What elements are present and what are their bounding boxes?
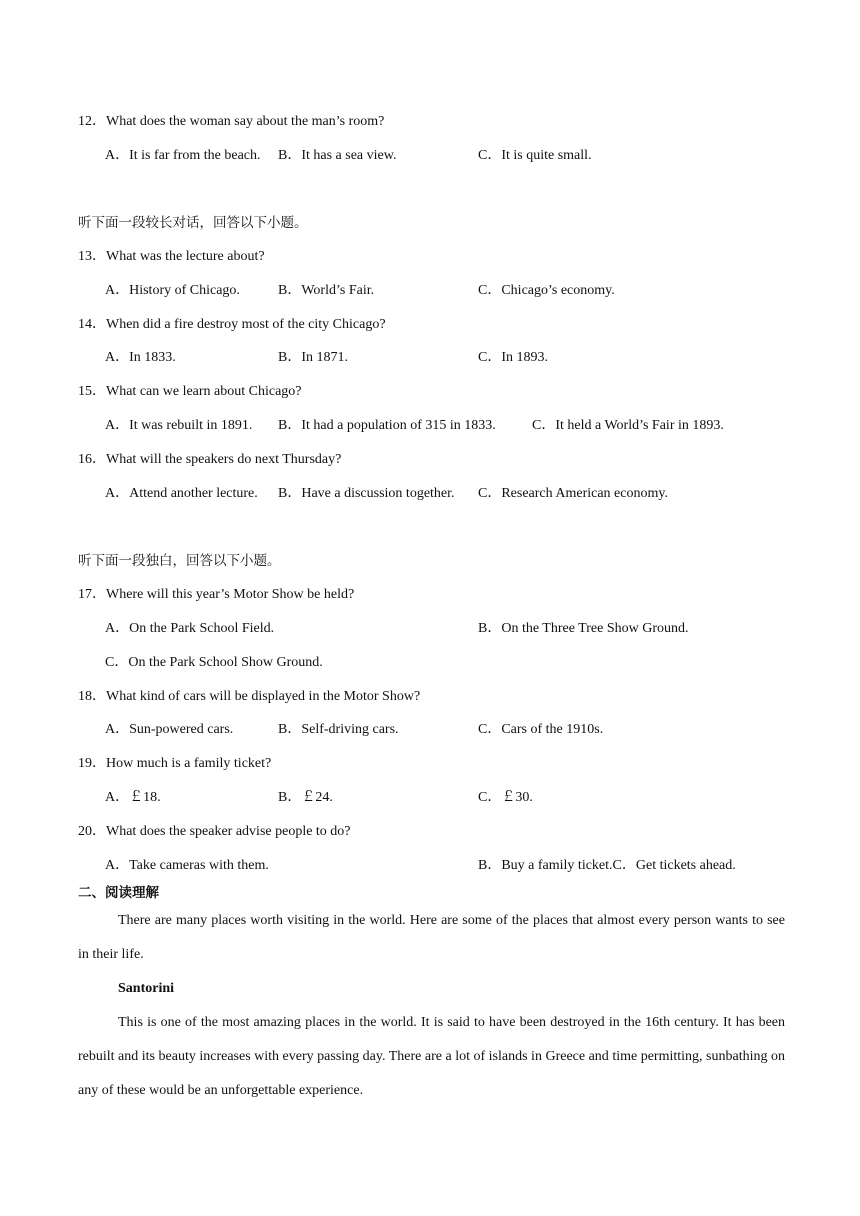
q19-option-a: A．￡18. [105, 790, 161, 805]
question-19: 19．How much is a family ticket? [78, 756, 272, 771]
q15-option-c: C．It held a World’s Fair in 1893. [532, 418, 724, 433]
q13-option-a: A．History of Chicago. [105, 283, 240, 298]
q13-option-b: B．World’s Fair. [278, 283, 375, 298]
question-14: 14．When did a fire destroy most of the city Chicago? [78, 317, 386, 332]
q14-option-a: A．In 1833. [105, 350, 176, 365]
q16-option-b: B．Have a discussion together. [278, 486, 455, 501]
q18-option-c: C．Cars of the 1910s. [478, 722, 604, 737]
section-title-reading: 二、阅读理解 [78, 885, 159, 901]
santorini-paragraph: This is one of the most amazing places in the world. It is said to have been destroyed in the 16th century. It has been rebuilt and its beauty increases with every passing day. There are a lot of islands in Greece and time permitting, sunbathing on any of these would be an unforgettable experience. [78, 1015, 785, 1098]
q18-option-a: A．Sun-powered cars. [105, 722, 234, 737]
q15-option-b: B．It had a population of 315 in 1833. [278, 418, 496, 433]
q12-option-c: C．It is quite small. [478, 148, 592, 163]
question-13: 13．What was the lecture about? [78, 249, 265, 264]
question-16: 16．What will the speakers do next Thursday? [78, 452, 342, 467]
subhead-santorini: Santorini [118, 981, 175, 996]
q19-option-b: B．￡24. [278, 790, 333, 805]
q16-option-a: A．Attend another lecture. [105, 486, 258, 501]
intro-paragraph: There are many places worth visiting in the world. Here are some of the places that almost every person wants to see in their life. [78, 913, 785, 962]
q19-option-c: C．￡30. [478, 790, 533, 805]
question-17: 17．Where will this year’s Motor Show be held? [78, 587, 355, 602]
q13-option-c: C．Chicago’s economy. [478, 283, 615, 298]
q20-option-a: A．Take cameras with them. [105, 858, 269, 873]
question-12: 12．What does the woman say about the man’s room? [78, 114, 385, 129]
q14-option-c: C．In 1893. [478, 350, 548, 365]
instruction-monologue: 听下面一段独白，回答以下小题。 [78, 553, 281, 569]
q18-option-b: B．Self-driving cars. [278, 722, 399, 737]
question-18: 18．What kind of cars will be displayed in the Motor Show? [78, 689, 421, 704]
q12-option-a: A．It is far from the beach. [105, 148, 261, 163]
q17-option-b: B．On the Three Tree Show Ground. [478, 621, 689, 636]
q16-option-c: C．Research American economy. [478, 486, 668, 501]
q12-option-b: B．It has a sea view. [278, 148, 397, 163]
instruction-long-dialogue: 听下面一段较长对话，回答以下小题。 [78, 215, 308, 231]
q15-option-a: A．It was rebuilt in 1891. [105, 418, 253, 433]
question-15: 15．What can we learn about Chicago? [78, 384, 302, 399]
q14-option-b: B．In 1871. [278, 350, 348, 365]
question-20: 20．What does the speaker advise people to do? [78, 824, 351, 839]
q17-option-a: A．On the Park School Field. [105, 621, 275, 636]
q20-option-b-c: B．Buy a family ticket.C．Get tickets ahead. [478, 858, 736, 873]
q17-option-c: C．On the Park School Show Ground. [105, 655, 323, 670]
